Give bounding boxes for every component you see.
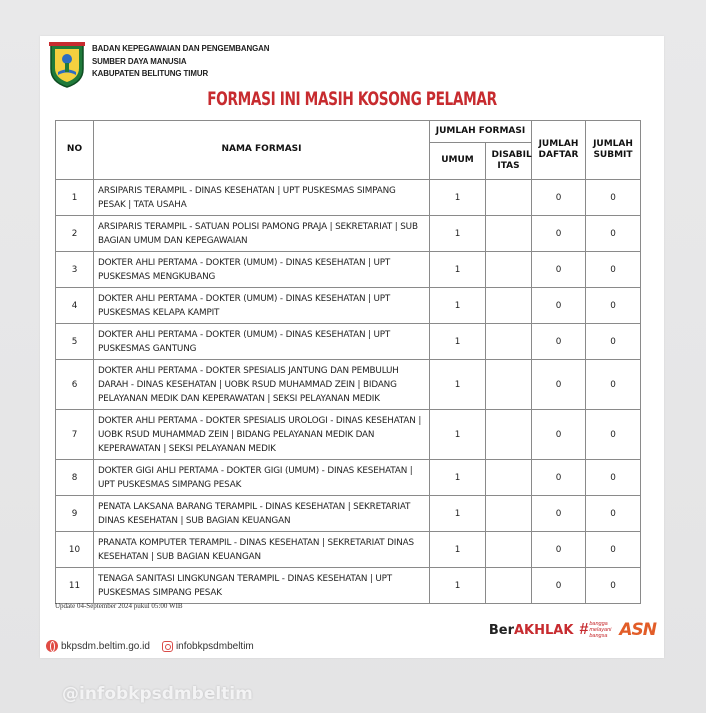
row-no: 9 (56, 496, 94, 532)
website-link[interactable] (46, 640, 150, 652)
row-no: 5 (56, 324, 94, 360)
row-jumlah-daftar: 0 (532, 252, 586, 288)
row-jumlah-submit: 0 (586, 532, 641, 568)
table-row (56, 216, 641, 252)
row-jumlah-submit: 0 (586, 216, 641, 252)
announcement-card (40, 36, 664, 658)
row-no: 8 (56, 460, 94, 496)
update-note: Update 04-September 2024 pukul 05:00 WIB (55, 602, 183, 610)
row-jumlah-submit: 0 (586, 180, 641, 216)
bangga-melayani-logo (579, 621, 611, 639)
footer-contacts (46, 640, 266, 652)
bangga-line-3: bangsa (589, 633, 608, 639)
table-row (56, 410, 641, 460)
row-umum: 1 (430, 216, 486, 252)
hash-icon: # (579, 621, 589, 638)
header-jumlah-formasi: JUMLAH FORMASI (430, 121, 532, 143)
row-umum: 1 (430, 180, 486, 216)
row-no: 6 (56, 360, 94, 410)
row-umum: 1 (430, 360, 486, 410)
header-disabilitas: DISABIL ITAS (486, 143, 532, 180)
row-no: 1 (56, 180, 94, 216)
row-disabilitas (486, 410, 532, 460)
org-line-2: SUMBER DAYA MANUSIA (92, 55, 187, 66)
row-jumlah-submit: 0 (586, 252, 641, 288)
table-row (56, 460, 641, 496)
row-jumlah-daftar: 0 (532, 216, 586, 252)
row-jumlah-submit: 0 (586, 410, 641, 460)
table-row (56, 324, 641, 360)
row-jumlah-submit: 0 (586, 568, 641, 604)
row-disabilitas (486, 252, 532, 288)
row-nama-formasi: DOKTER GIGI AHLI PERTAMA - DOKTER GIGI (UMUM) - DINAS KESEHATAN | UPT PUSKESMAS SIMPANG PESAK (94, 460, 430, 496)
formasi-table (55, 120, 641, 604)
row-umum: 1 (430, 532, 486, 568)
instagram-text: infobkpsdmbeltim (175, 640, 254, 652)
instagram-icon (162, 641, 173, 652)
header-nama-formasi: NAMA FORMASI (94, 121, 430, 180)
row-jumlah-daftar: 0 (532, 324, 586, 360)
header-umum: UMUM (430, 143, 486, 180)
table-row (56, 496, 641, 532)
row-nama-formasi: DOKTER AHLI PERTAMA - DOKTER (UMUM) - DINAS KESEHATAN | UPT PUSKESMAS MENGKUBANG (94, 252, 430, 288)
row-jumlah-daftar: 0 (532, 496, 586, 532)
table-row (56, 252, 641, 288)
row-jumlah-submit: 0 (586, 460, 641, 496)
bangga-line-1: bangga (589, 621, 608, 627)
row-jumlah-daftar: 0 (532, 532, 586, 568)
row-disabilitas (486, 460, 532, 496)
page-title: FORMASI INI MASIH KOSONG PELAMAR (207, 88, 497, 110)
row-nama-formasi: DOKTER AHLI PERTAMA - DOKTER SPESIALIS UROLOGI - DINAS KESEHATAN | UOBK RSUD MUHAMMAD ZEIN | BIDANG PELAYANAN MEDIK DAN KEPERAWATAN | SEKSI PELAYANAN MEDIK (94, 410, 430, 460)
header-jumlah-daftar: JUMLAH DAFTAR (532, 121, 586, 180)
row-nama-formasi: TENAGA SANITASI LINGKUNGAN TERAMPIL - DINAS KESEHATAN | UPT PUSKESMAS SIMPANG PESAK (94, 568, 430, 604)
table-row (56, 360, 641, 410)
row-jumlah-daftar: 0 (532, 288, 586, 324)
row-nama-formasi: ARSIPARIS TERAMPIL - DINAS KESEHATAN | UPT PUSKESMAS SIMPANG PESAK | TATA USAHA (94, 180, 430, 216)
row-nama-formasi: PENATA LAKSANA BARANG TERAMPIL - DINAS KESEHATAN | SEKRETARIAT DINAS KESEHATAN | SUB BAGIAN KEUANGAN (94, 496, 430, 532)
table-row (56, 288, 641, 324)
asn-logo: ASN (619, 620, 656, 640)
row-jumlah-daftar: 0 (532, 460, 586, 496)
org-name (92, 42, 285, 80)
row-jumlah-submit: 0 (586, 288, 641, 324)
row-umum: 1 (430, 410, 486, 460)
row-nama-formasi: DOKTER AHLI PERTAMA - DOKTER (UMUM) - DINAS KESEHATAN | UPT PUSKESMAS KELAPA KAMPIT (94, 288, 430, 324)
row-disabilitas (486, 216, 532, 252)
row-umum: 1 (430, 568, 486, 604)
row-no: 11 (56, 568, 94, 604)
org-line-3: KABUPATEN BELITUNG TIMUR (92, 68, 209, 78)
row-jumlah-daftar: 0 (532, 360, 586, 410)
row-nama-formasi: DOKTER AHLI PERTAMA - DOKTER (UMUM) - DINAS KESEHATAN | UPT PUSKESMAS GANTUNG (94, 324, 430, 360)
org-header (48, 42, 285, 88)
row-umum: 1 (430, 460, 486, 496)
table-row (56, 532, 641, 568)
row-disabilitas (486, 360, 532, 410)
row-jumlah-submit: 0 (586, 496, 641, 532)
footer-logos (489, 620, 656, 640)
row-no: 3 (56, 252, 94, 288)
bangga-line-2: melayani (589, 627, 612, 633)
website-text: bkpsdm.beltim.go.id (61, 640, 150, 652)
row-jumlah-daftar: 0 (532, 410, 586, 460)
row-jumlah-submit: 0 (586, 360, 641, 410)
header-no: NO (56, 121, 94, 180)
row-no: 7 (56, 410, 94, 460)
row-jumlah-daftar: 0 (532, 180, 586, 216)
row-no: 4 (56, 288, 94, 324)
berakhlak-logo: BerAKHLAK (488, 622, 574, 638)
row-disabilitas (486, 532, 532, 568)
row-disabilitas (486, 288, 532, 324)
row-disabilitas (486, 180, 532, 216)
row-no: 10 (56, 532, 94, 568)
row-jumlah-daftar: 0 (532, 568, 586, 604)
header-jumlah-submit: JUMLAH SUBMIT (586, 121, 641, 180)
instagram-link[interactable] (162, 641, 254, 652)
row-disabilitas (486, 496, 532, 532)
row-umum: 1 (430, 496, 486, 532)
globe-icon (46, 640, 58, 652)
table-row (56, 568, 641, 604)
table-row (56, 180, 641, 216)
row-nama-formasi: DOKTER AHLI PERTAMA - DOKTER SPESIALIS JANTUNG DAN PEMBULUH DARAH - DINAS KESEHATAN | UOBK RSUD MUHAMMAD ZEIN | BIDANG PELAYANAN MEDIK DAN KEPERAWATAN | SEKSI PELAYANAN MEDIK (94, 360, 430, 410)
row-no: 2 (56, 216, 94, 252)
row-umum: 1 (430, 324, 486, 360)
watermark: @infobkpsdmbeltim (62, 684, 253, 704)
row-umum: 1 (430, 288, 486, 324)
row-umum: 1 (430, 252, 486, 288)
belitung-timur-emblem-icon (48, 42, 86, 88)
row-nama-formasi: PRANATA KOMPUTER TERAMPIL - DINAS KESEHATAN | SEKRETARIAT DINAS KESEHATAN | SUB BAGIAN KEUANGAN (94, 532, 430, 568)
row-nama-formasi: ARSIPARIS TERAMPIL - SATUAN POLISI PAMONG PRAJA | SEKRETARIAT | SUB BAGIAN UMUM DAN KEPEGAWAIAN (94, 216, 430, 252)
row-disabilitas (486, 568, 532, 604)
row-jumlah-submit: 0 (586, 324, 641, 360)
org-line-1: BADAN KEPEGAWAIAN DAN PENGEMBANGAN (92, 43, 270, 53)
row-disabilitas (486, 324, 532, 360)
